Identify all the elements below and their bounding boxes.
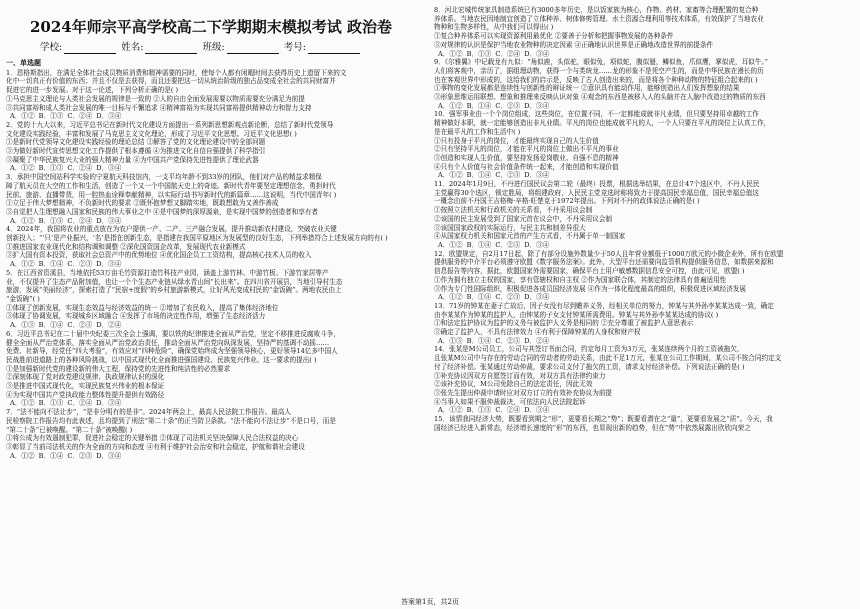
right-question-list — [434, 6, 854, 432]
question-line: ③自觉把人生理想融入国家和民族的伟大事业之中 ④是中国梦的深厚源泉，是实现中国梦的创造者和享有者 — [6, 207, 319, 216]
answer-choices: A．①② B．①④ C．②③ D．③④ — [10, 260, 122, 269]
question-line: ①是新时代党领导文化建设实践经验的理论总结 ②解答了党的文化理论建设中的全部问题 — [6, 138, 266, 147]
question-line: ②只有坚持平凡的岗位，才能在平凡的岗位上做出不平凡的事业 — [434, 145, 619, 154]
left-column — [6, 6, 424, 460]
question-line: ②该补充协议，M公司免除自己的法定责任，因此无效 — [434, 380, 593, 389]
question-line: ①将公成为有效遏制犯罪，促进社会稳定的关键举措 ②体现了司法机关坚决保障人民合法权益的决心 — [6, 434, 299, 443]
info-school-label: 学校: — [40, 42, 63, 53]
answer-choices: A．①② B．①④ C．②③ D．③④ — [438, 101, 550, 110]
question-line: 8．河北宏城传统家具制造系统已有3000多年历史，是以饭家族为核心，作物、药材、家畜等合理配置的复合种 — [434, 6, 759, 14]
answer-choices: A．①② B．①③ C．②④ D．③④ — [10, 216, 122, 225]
question-line: 10．强军事业由一个个岗位组成，这些岗位，在位置不同，不一定都能成就非凡业绩，但只要坚持用卓越的工作 — [434, 110, 759, 119]
question-line: 由李某某作为钟某的监护人，由钟某的子女支付钟某所需费用。钟某与其外孙李某某达成的协议( ) — [434, 310, 719, 319]
question-line: 物种和生物多样性，从中我们可以得出( ) — [434, 23, 554, 32]
right-column — [434, 6, 854, 432]
name-field[interactable] — [145, 43, 197, 54]
question-line: 也在客观世界中形成的，这给我们的启示是，反映了古人创造出来的，而是将各个种种动物的特征组合起来的( ) — [434, 75, 758, 84]
question-line: “第二十条”已被唤醒。“第二十条”被唤醒( ) — [6, 425, 133, 434]
question-line: ③张先生提出仲裁申请时应对双方订立的有效补充协议为前提 — [434, 388, 613, 397]
answer-choices: A．①② B．①③ C．②④ D．③④ — [438, 49, 550, 58]
question-line: 主党赢得30个选区，锁定胜局，将组建政府，人民民主党竞选时称将致力于提高国民幸福总值，国民幸福总值这 — [434, 188, 759, 197]
question-line: ④当事人如果不服仲裁裁决，可依法向人民法院起诉 — [434, 397, 586, 406]
answer-choices: A．①③ B．①④ C．②③ D．②④ — [438, 336, 550, 345]
question-line: 付了经济补偿。张某通过劳动仲裁，要求公司支付了拖欠的工资，请求支付经济补偿。下列说法正确的是( ) — [434, 362, 745, 371]
question-line: 3．承担中国空间站科学实验的宁夏航天科技馆内，一支平均年龄不到33岁的团队，他们对产品的精益求精保 — [6, 173, 322, 182]
answer-choices: A．①② B．①③ C．②④ D．③④ — [10, 399, 122, 408]
question-line: 信息报告等内容，据此，欧盟国家外需要国家，确保平台上用户敏感数据信息安全可控，由此可见，欧盟( ) — [434, 267, 745, 276]
question-line: ③共同富裕和成人类社会发展的唯一目标与不懈追求 ④精神富裕为实现共同富裕提供精神动力和智力支持 — [6, 103, 312, 112]
question-line: 提供服务的中介平台必须遵守欧盟《数字服务法案》。此外，大型平台还需要向监管机构提供服务信息，如数据来源和 — [434, 258, 774, 267]
question-line: ①只有投身于平凡的岗位，才能最终实现自己的人生价值 — [434, 136, 599, 145]
question-line: 促进它的进一步发展。对于这一论述，下列分析正确的是( ) — [6, 86, 179, 95]
question-line: 5．在江西省资溪县，当地依托53万亩毛竹资源打造竹科技产业园，涵盖上游竹林、中游竹板、下游竹家居等产 — [6, 268, 329, 277]
answer-choices: A．①② B．①④ C．②③ D．③④ — [438, 293, 550, 302]
answer-choices: A．①② B．①③ C．②④ D．③④ — [10, 164, 122, 173]
question-line: ③创造和实现人生价值，要坚持发扬爱岗敬业、自强不息的精神 — [434, 153, 619, 162]
number-field[interactable] — [308, 43, 360, 54]
question-line: ①和法定监护协议为监护的义务与被监护人义务是相同的 ②充分尊重了被监护人意思表示 — [434, 319, 694, 328]
question-line: 11．2024年1月9日，不丹进行国民议会第二轮（最终）投票，根据选举结果，在总计47个选区中，不丹人民民 — [434, 180, 760, 189]
question-line: ①是加强新时代党的建设新的伟大工程，保持党的先进性和纯洁性的必然要求 — [6, 364, 231, 373]
question-line: ③体现了协调发展，实现城乡区域融合 ④发挥了市场的决定性作用，增强了生态经济活力 — [6, 312, 266, 321]
answer-choices: A．①② B．①④ C．②③ D．③④ — [10, 451, 122, 460]
question-line: ①作为拥有独立主权的国家，享有管辖权和自主权 ②作为国家联合体，其制定的法律具有普遍适用性 — [434, 275, 727, 284]
question-line: ③作为专门性国际组织，积极促进各成员国经济发展 ④作为一体化程度最高的组织，积极促进区域经济发展 — [434, 284, 747, 293]
question-line: 民前、旅游、直播带货，用一腔热血诠释奉献精神，以实际行动书写新时代的新篇章……这说明，当代中国青年( ) — [6, 190, 337, 199]
question-line: ①马克思主义理论与人类社会发展的规律是一致的 ②人的自由全面发展需要以物质需要充分满足为前提 — [6, 94, 305, 103]
answer-choices: A．①③ B．①④ C．②③ D．②④ — [10, 321, 122, 330]
section-heading: 一、单选题 — [6, 58, 41, 67]
school-field[interactable] — [64, 43, 116, 54]
info-name-label: 姓名: — [121, 42, 144, 53]
question-line: 13．71岁的钟某在妻子亡故后，因子女没有尽到赡养义务，经相关单位的努力，钟某与其外孙李某某达成一致，确定 — [434, 301, 774, 310]
question-line: 健全全面从严治党体系，落实全面从严治党政治责任，推动全面从严治党向纵深发展，坚持严的基调不动摇…… — [6, 338, 330, 347]
class-field[interactable] — [227, 43, 279, 54]
question-line: 障了航天员在大空的工作和生活，创造了一个又一个中国航天史上的奇迹。新时代青年要坚定理想信念，勇担时代 — [6, 181, 336, 190]
student-info-row — [40, 41, 424, 54]
question-line: ④从国家权力机关和国家元首的产生方式看，不丹属于单一制国家 — [434, 232, 626, 241]
question-line: 旅游，发展“美丽经济”，探索打造了“民宿+度假”的乡村旅游新模式，让好风光变成村民的“金饭碗”。两地农民由上 — [6, 286, 342, 295]
question-line: 精神做好本职，就一定能够创造出非凡业绩。平凡的岗位也能成就平凡的人，一个人只要在平凡的岗位上认真工作， — [434, 119, 771, 128]
info-class-label: 班级: — [202, 42, 225, 53]
page-footer: 答案第1页，共2页 — [401, 598, 459, 606]
answer-choices: A．①② B．①③ C．②④ D．③④ — [10, 112, 122, 121]
question-line: ③扩大国有资本投资，获取社会总资产中的优势地位 ④优化国企员工工资结构，提高核心技术人员的收入 — [6, 251, 312, 260]
question-line: ②该国的民主发展受到了国家元首在议会中，不丹采用议会制 — [434, 214, 613, 223]
question-line: 创新投入；“‘只’是产业振兴，‘名’是指在创新生态，是指建在我国平原地区为发展型的良好生态，下列举措符合上述发展方向的有( ) — [6, 234, 388, 243]
question-line: ①按照立法机关和行政机关的关系看，不丹采用议会制 — [434, 206, 593, 215]
answer-choices: A．①② B．①③ C．②④ D．③④ — [438, 406, 550, 415]
question-line: 免费、社新导，经党任“四大考验”，有效应对“四种危险”，确保党始终成为坚强领导核心，更好领导14亿多中国人 — [6, 347, 338, 356]
question-line: ③为做好新时代宣传思想文化工作提供了根本遵循 ④为推进文化自信自强提供了科学指引 — [6, 147, 266, 156]
question-line: ③凝聚了中华民族复兴大业的强大精神力量 ④为中国共产党保持先进性提供了理论武器 — [6, 155, 259, 164]
question-line: 是在最平凡的工作和生活中( ) — [434, 127, 521, 136]
question-line: 一概念由前不丹国王吉格梅·辛格·旺楚克于1972年提出。下列对不丹的政体说法正确的是( ) — [434, 197, 700, 206]
question-line: 民战胜前进道路上的各种风险挑战，以中国式现代化全面推进强国建设、民族复兴伟业。这一要求的提出( ) — [6, 355, 317, 364]
question-line: ①补充协议因双方自愿签订而有效，对双方具有法律约束力 — [434, 371, 606, 380]
question-line: ③对规律的认识是保护当地农业物种的决定因素 ④正确地认识世界是正确地改造世界的前提条件 — [434, 40, 714, 49]
question-line: 民检察院工作报告均有此表述，且均提到了刑法“第二十条”的正当防卫条款。“法不能向不法让步”不是口号，而是 — [6, 416, 336, 425]
left-question-list — [6, 69, 424, 461]
question-line: 7．“法不能向不法让步”，“是非分明有的是非”。2024年两会上，最高人民法院工作报告、最高人 — [6, 408, 292, 417]
question-line: 养体系。当地农民因地制宜创造了立体种养、树体修剪管理、水土资源合理利用等技术体系，有效保护了当地农业 — [434, 14, 764, 23]
question-line: 15．该情我同经济大势，既要看到期之“形”，更要看长期之“势”；既要看潜在之“量”，更要看发展之“质”。今天，我 — [434, 415, 773, 424]
question-line: ①体现了创新发展，实现生态效益与经济效益的统一 ②增加了农民收入，提高了集体经济地位 — [6, 303, 279, 312]
question-line: ④为实现中国共产党执政能力整体性提升提供有效路径 — [6, 390, 165, 399]
question-line: 国经济已经进入新常态，经济增长速度的“形”的东西，也显现出新的趋势，但在“势”中依然展露出欣欣向荣之 — [434, 423, 751, 432]
question-line: ③该国国家政权的实际运行，与民主共和制差异很大 — [434, 223, 586, 232]
exam-title: 2024年师宗平高学校高二下学期期末模拟考试 政治卷 — [30, 18, 392, 36]
question-line: ③是推进中国式现代化，实现民族复兴伟业的根本保证 — [6, 382, 165, 391]
info-number-label: 考号: — [283, 42, 306, 53]
question-line: 且张某M公司中与存在的劳动合同的劳动者的劳动关系，由此不足1万元，张某在公司工作期间，某公司不按合同约定支 — [434, 354, 782, 363]
question-line: 6．习近平总书记在二十届中央纪委三次全会上强调，要以铁的纪律推进全面从严治党，坚定不移推进反腐败斗争， — [6, 329, 340, 338]
question-line: 1．恩格斯指出，在满足全体社会成员物质消费和精神需要的同时，使每个人都有闲暇时间去获得历史上遗留下来的文 — [6, 68, 347, 77]
answer-choices: A．①② B．①④ C．②③ D．③④ — [438, 240, 550, 249]
question-line: ②深刻体现了党对政党建设规律、执政规律认识的深化 — [6, 373, 165, 382]
question-line: 人们将客观中，亲历了，据组理动物，获得一个与类统龙……龙的形象不是凭空产生的，而是中华民族在漫长的历 — [434, 66, 764, 75]
question-line: ①推进国家农业现代化和结构调和调整 ②深化国资国企改革，发展现代农业新模式 — [6, 242, 246, 251]
question-line: 4．2024年，我国将农业的重点放在为农户提供一产、二产、三产融合发展，提升推动新农村建设，突破农业关键 — [6, 225, 337, 234]
question-line: 12．欧盟规定，自2月17日起，除了有部分设施外数量少于50人且年营业额低于1000万欧元的小微企业外，所有在欧盟 — [434, 249, 784, 258]
question-line: 9．《尔雅翼》中记载龙有九似：“角似鹿，头似驼，眼似兔，项似蛇，腹似蜃，鳞似鱼，爪似鹰，掌似虎，耳似牛。” — [434, 58, 769, 67]
question-line: ①立足于伟大梦想精神，不负新时代的要求 ②既怀抱梦想又脚踏实地，既敢想敢为又善作善成 — [6, 199, 279, 208]
question-line: ③彰显了当前司法机关的作为全面的方向和态度 ④有利于维护社会治安和社会稳定，护航和谐社会建设 — [6, 442, 305, 451]
question-line: 14．张某是M公司员工，公司与其签订书面合同，约定每月工资为3万元，张某连续两个月的工资被拖欠， — [434, 345, 744, 354]
question-line: 文化建设实践经验，丰富和发展了马克思主义文化理论，形成了习近平文化思想。习近平文化思想( ) — [6, 129, 297, 138]
question-line: 2．党的十九大以来，习近平总书记在新时代文化建设方面提出一系列新思想新观点新论断，总结了新时代党领导 — [6, 120, 334, 129]
question-line: 业，不仅提升了生态产品附加值，也让一个个生态产业链从绿水青山间“长出来”。在四川省开展县，当地引导村生态 — [6, 277, 343, 286]
question-line: 化中一切真正有价值的东西；并且不仅是去获得，而且还要把这一切从统治阶级的独占品变成全社会的共同财富并 — [6, 77, 336, 86]
question-line: ④只有个人价值与社会价值条件统一起来，才能创造和实现价值 — [434, 162, 619, 171]
question-line: “金饭碗”( ) — [6, 294, 40, 303]
question-line: ①事物的变化发展都是连续性与创新性的辩证统一 ②意识具有能动作用，能够创造出人们发挥想象的结果 — [434, 84, 740, 93]
question-line: ③形象思维运用联想、想象和推理来反映认识对象 ④观念的东西是被移入人的头脑并在人脑中改造过的物质的东西 — [434, 93, 766, 102]
answer-choices: A．①② B．①④ C．②③ D．③④ — [438, 171, 550, 180]
question-line: ①复合种养体系可以实现资源利用最优化 ②要善于分析和把握事物发展的各种条件 — [434, 32, 674, 41]
question-line: ③确定了监护人，不具有法律效力 ④有利于保障钟某的人身权和财产权 — [434, 328, 641, 337]
